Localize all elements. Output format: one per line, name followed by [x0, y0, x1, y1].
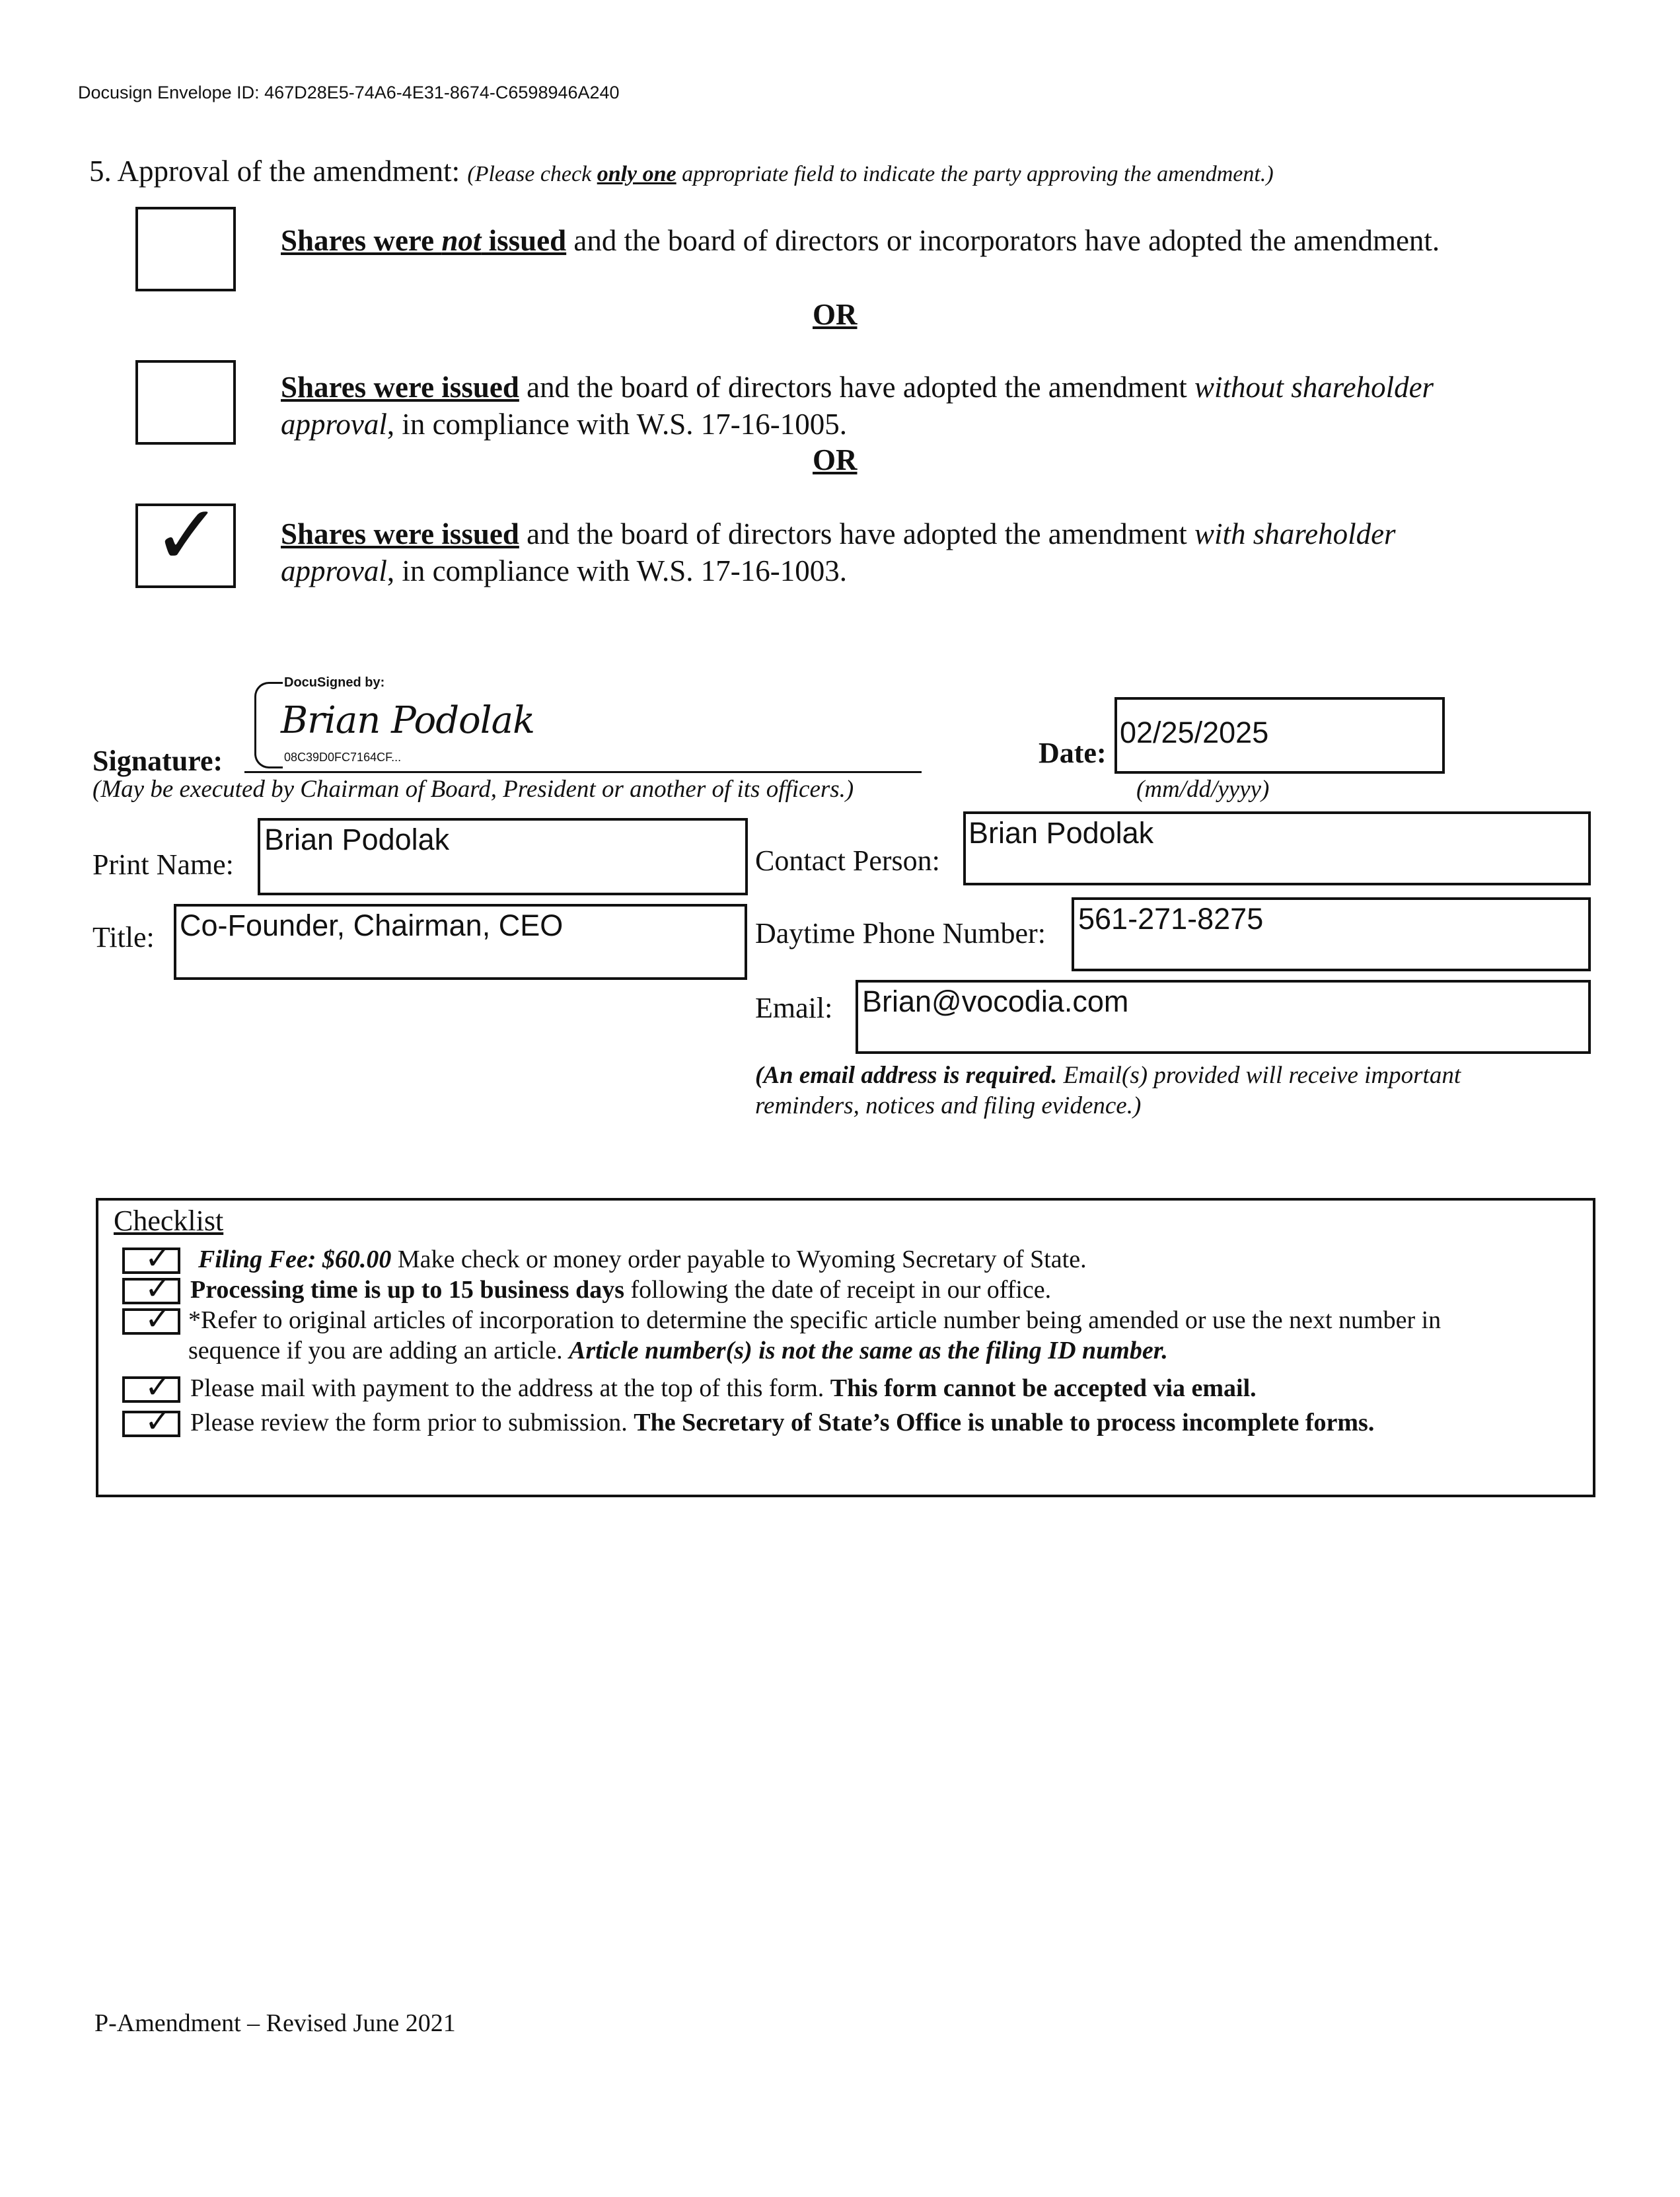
date-value: 02/25/2025: [1120, 716, 1269, 749]
contact-person-value: Brian Podolak: [968, 816, 1154, 850]
signature-line: [244, 771, 922, 773]
section-title: 5. Approval of the amendment:: [89, 155, 460, 188]
signature-note: (May be executed by Chairman of Board, President or another of its officers.): [92, 776, 854, 803]
phone-value: 561-271-8275: [1078, 902, 1264, 936]
phone-label: Daytime Phone Number:: [755, 917, 1046, 950]
signature-script: Brian Podolak: [281, 699, 535, 742]
title-label: Title:: [92, 921, 155, 953]
email-value: Brian@vocodia.com: [862, 985, 1129, 1018]
option-3-checkbox[interactable]: [135, 488, 236, 588]
form-footer: P-Amendment – Revised June 2021: [94, 2009, 456, 2037]
check-icon: ✓: [145, 1270, 172, 1307]
or-label-1: OR: [813, 298, 858, 331]
or-label-2: OR: [813, 443, 858, 476]
title-value: Co-Founder, Chairman, CEO: [180, 909, 564, 942]
print-name-label: Print Name:: [92, 848, 234, 881]
checklist-item-3: *Refer to original articles of incorporation to determine the specific article number being amended or use the next number in sequence if you are adding an article. Article number(s) is not the same as the filing ID number.: [188, 1306, 1442, 1364]
contact-person-label: Contact Person:: [755, 844, 940, 877]
check-icon: ✓: [145, 1240, 172, 1277]
option-1-text: Shares were not issued and the board of directors or incorporators have adopted the amendment.: [281, 224, 1440, 257]
checklist-box-5[interactable]: [122, 1403, 180, 1440]
checkmark-icon: ✓: [153, 488, 222, 583]
date-format-hint: (mm/dd/yyyy): [1136, 776, 1270, 803]
checklist-box-4[interactable]: [122, 1368, 180, 1405]
option-2-text: Shares were issued and the board of directors have adopted the amendment without shareholder approval, in compliance with W.S. 17-16-1005.: [281, 371, 1434, 441]
signature-label: Signature:: [92, 745, 223, 777]
section-note: (Please check only one appropriate field to indicate the party approving the amendment.): [467, 162, 1274, 186]
checklist-box-3[interactable]: [122, 1300, 180, 1337]
section-heading: [89, 154, 1274, 188]
check-icon: ✓: [145, 1300, 172, 1337]
print-name-value: Brian Podolak: [264, 823, 450, 856]
email-note: (An email address is required. Email(s) provided will receive important reminders, notices and filing evidence.): [755, 1062, 1461, 1119]
checklist-item-1: Filing Fee: $60.00 Make check or money order payable to Wyoming Secretary of State.: [198, 1246, 1087, 1273]
checklist-item-2: Processing time is up to 15 business days following the date of receipt in our office.: [190, 1276, 1052, 1304]
docusigned-by-label: DocuSigned by:: [284, 675, 385, 690]
option-2-checkbox[interactable]: [135, 360, 236, 445]
checklist-title: Checklist: [114, 1205, 224, 1237]
signature-hash: 08C39D0FC7164CF...: [284, 751, 402, 764]
option-1-checkbox[interactable]: [135, 207, 236, 291]
check-icon: ✓: [145, 1403, 172, 1440]
envelope-id: Docusign Envelope ID: 467D28E5-74A6-4E31-8674-C6598946A240: [78, 83, 620, 102]
docusign-bracket: [254, 682, 283, 768]
email-label: Email:: [755, 992, 833, 1024]
checklist-item-4: Please mail with payment to the address at the top of this form. This form cannot be accepted via email.: [190, 1374, 1257, 1402]
date-label: Date:: [1039, 737, 1107, 769]
option-3-text: Shares were issued and the board of directors have adopted the amendment with shareholder approval, in compliance with W.S. 17-16-1003.: [281, 517, 1396, 587]
checklist-item-5: Please review the form prior to submission. The Secretary of State’s Office is unable to process incomplete forms.: [190, 1409, 1375, 1436]
check-icon: ✓: [145, 1368, 172, 1405]
